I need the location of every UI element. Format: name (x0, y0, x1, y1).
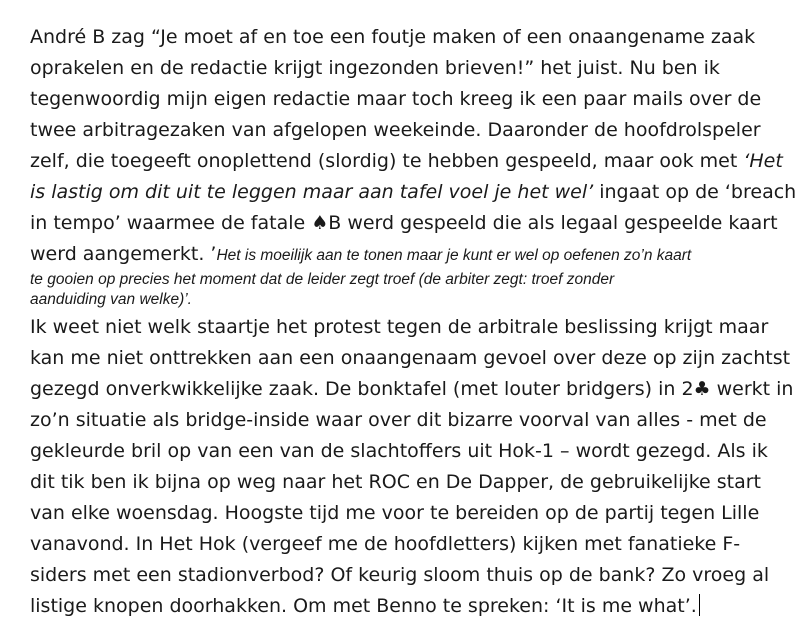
text-line: zo’n situatie als bridge-inside waar over dit bizarre voorval van alles - met de (30, 409, 767, 431)
text-line-small-italic: aanduiding van welke)’. (30, 291, 192, 308)
document-body[interactable] (30, 22, 797, 622)
text-line: gekleurde bril op van een van de slachtoffers uit Hok-1 – wordt gezegd. Als ik (30, 440, 768, 462)
quote-italic: ‘Het (743, 150, 783, 172)
text-line: vanavond. In Het Hok (vergeef me de hoofdletters) kijken met fanatieke F- (30, 533, 741, 555)
text-run: ingaat op de ‘breach (593, 181, 797, 203)
text-cursor (699, 594, 700, 616)
text-line: dit tik ben ik bijna op weg naar het ROC en De Dapper, de gebruikelijke start (30, 471, 762, 493)
text-line: gezegd onverkwikkelijke zaak. De bonktafel (met louter bridgers) in 2♣ werkt in (30, 378, 794, 400)
text-line: André B zag “Je moet af en toe een foutje maken of een onaangename zaak (30, 26, 756, 48)
text-line (30, 239, 790, 270)
text-line (30, 591, 790, 622)
quote-italic: is lastig om dit uit te leggen maar aan tafel voel je het wel’ (30, 181, 594, 203)
text-line: kan me niet onttrekken aan een onaangenaam gevoel over deze op zijn zachtst (30, 347, 791, 369)
text-line (30, 177, 797, 208)
paragraph-2 (30, 312, 794, 622)
quote-small-italic: Het is moeilijk aan te tonen maar je kunt er wel op oefenen zo’n kaart (216, 247, 692, 264)
text-line: tegenwoordig mijn eigen redactie maar toch kreeg ik een paar mails over de (30, 88, 762, 110)
text-run: listige knopen doorhakken. Om met Benno te spreken: ‘It is me what’. (30, 595, 697, 617)
text-line: twee arbitragezaken van afgelopen weekeinde. Daaronder de hoofdrolspeler (30, 119, 761, 141)
text-line: in tempo’ waarmee de fatale ♠B werd gespeeld die als legaal gespeelde kaart (30, 212, 778, 234)
text-line (30, 146, 790, 177)
text-run: werd aangemerkt. ’ (30, 243, 217, 265)
text-line: oprakelen en de redactie krijgt ingezonden brieven!” het juist. Nu ben ik (30, 57, 720, 79)
text-line-small-italic: te gooien op precies het moment dat de leider zegt troef (de arbiter zegt: troef zonder (30, 271, 615, 288)
text-line: siders met een stadionverbod? Of keurig sloom thuis op de bank? Zo vroeg al (30, 564, 770, 586)
paragraph-1 (30, 22, 797, 310)
text-run: zelf, die toegeeft onoplettend (slordig) te hebben gespeeld, maar ook met (30, 150, 744, 172)
text-line: Ik weet niet welk staartje het protest tegen de arbitrale beslissing krijgt maar (30, 316, 769, 338)
text-line: van elke woensdag. Hoogste tijd me voor te bereiden op de partij tegen Lille (30, 502, 760, 524)
